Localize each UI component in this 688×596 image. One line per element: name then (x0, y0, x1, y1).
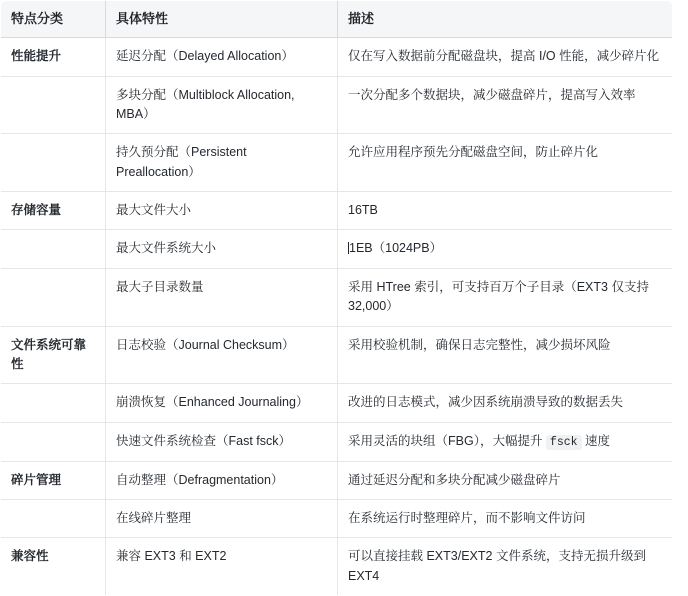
cell-category: 碎片管理 (1, 461, 106, 499)
cell-description: 通过延迟分配和多块分配减少磁盘碎片 (338, 461, 673, 499)
table-row (1, 422, 673, 461)
cell-description: 允许应用程序预先分配磁盘空间，防止碎片化 (338, 134, 673, 192)
cell-category (1, 268, 106, 326)
table-row (1, 76, 673, 134)
cell-category (1, 422, 106, 461)
cell-description (338, 422, 673, 461)
cell-category (1, 384, 106, 422)
cell-feature: 持久预分配（Persistent Preallocation） (106, 134, 338, 192)
cell-feature: 多块分配（Multiblock Allocation, MBA） (106, 76, 338, 134)
cell-description: 16TB (338, 192, 673, 230)
cell-feature: 兼容 EXT3 和 EXT2 (106, 538, 338, 596)
table-row (1, 134, 673, 192)
table-row (1, 538, 673, 596)
column-header-description: 描述 (338, 1, 673, 38)
cell-feature: 自动整理（Defragmentation） (106, 461, 338, 499)
description-prefix: 采用灵活的块组（FBG），大幅提升 (348, 433, 546, 448)
cell-category: 性能提升 (1, 38, 106, 76)
cell-description: 在系统运行时整理碎片，而不影响文件访问 (338, 499, 673, 537)
cell-category (1, 230, 106, 268)
table-row (1, 38, 673, 76)
table-row (1, 192, 673, 230)
cell-feature: 最大文件系统大小 (106, 230, 338, 268)
cell-description: 改进的日志模式，减少因系统崩溃导致的数据丢失 (338, 384, 673, 422)
cell-category: 兼容性 (1, 538, 106, 596)
cell-feature: 快速文件系统检查（Fast fsck） (106, 422, 338, 461)
inline-code-fsck: fsck (546, 435, 582, 450)
cell-feature: 最大子目录数量 (106, 268, 338, 326)
cell-description: 仅在写入数据前分配磁盘块，提高 I/O 性能，减少碎片化 (338, 38, 673, 76)
cell-category: 文件系统可靠性 (1, 326, 106, 384)
cell-description (338, 230, 673, 268)
column-header-feature: 具体特性 (106, 1, 338, 38)
cell-feature: 在线碎片整理 (106, 499, 338, 537)
table-body (1, 38, 673, 596)
table-row (1, 230, 673, 268)
table-row (1, 268, 673, 326)
cell-category (1, 76, 106, 134)
cell-feature: 崩溃恢复（Enhanced Journaling） (106, 384, 338, 422)
cell-feature: 最大文件大小 (106, 192, 338, 230)
column-header-category: 特点分类 (1, 1, 106, 38)
table-row (1, 384, 673, 422)
cell-description: 一次分配多个数据块，减少磁盘碎片，提高写入效率 (338, 76, 673, 134)
cell-category (1, 134, 106, 192)
cell-description: 采用校验机制，确保日志完整性，减少损坏风险 (338, 326, 673, 384)
cell-category: 存储容量 (1, 192, 106, 230)
table-header (1, 1, 673, 38)
table-header-row (1, 1, 673, 38)
cell-feature: 延迟分配（Delayed Allocation） (106, 38, 338, 76)
cell-description: 可以直接挂载 EXT3/EXT2 文件系统，支持无损升级到 EXT4 (348, 549, 646, 583)
cell-description: 采用 HTree 索引，可支持百万个子目录（EXT3 仅支持 32,000） (338, 268, 673, 326)
table-row (1, 461, 673, 499)
cell-description-text: 1EB（1024PB） (349, 241, 443, 256)
table-row (1, 326, 673, 384)
description-suffix: 速度 (581, 433, 611, 448)
cell-feature: 日志校验（Journal Checksum） (106, 326, 338, 384)
